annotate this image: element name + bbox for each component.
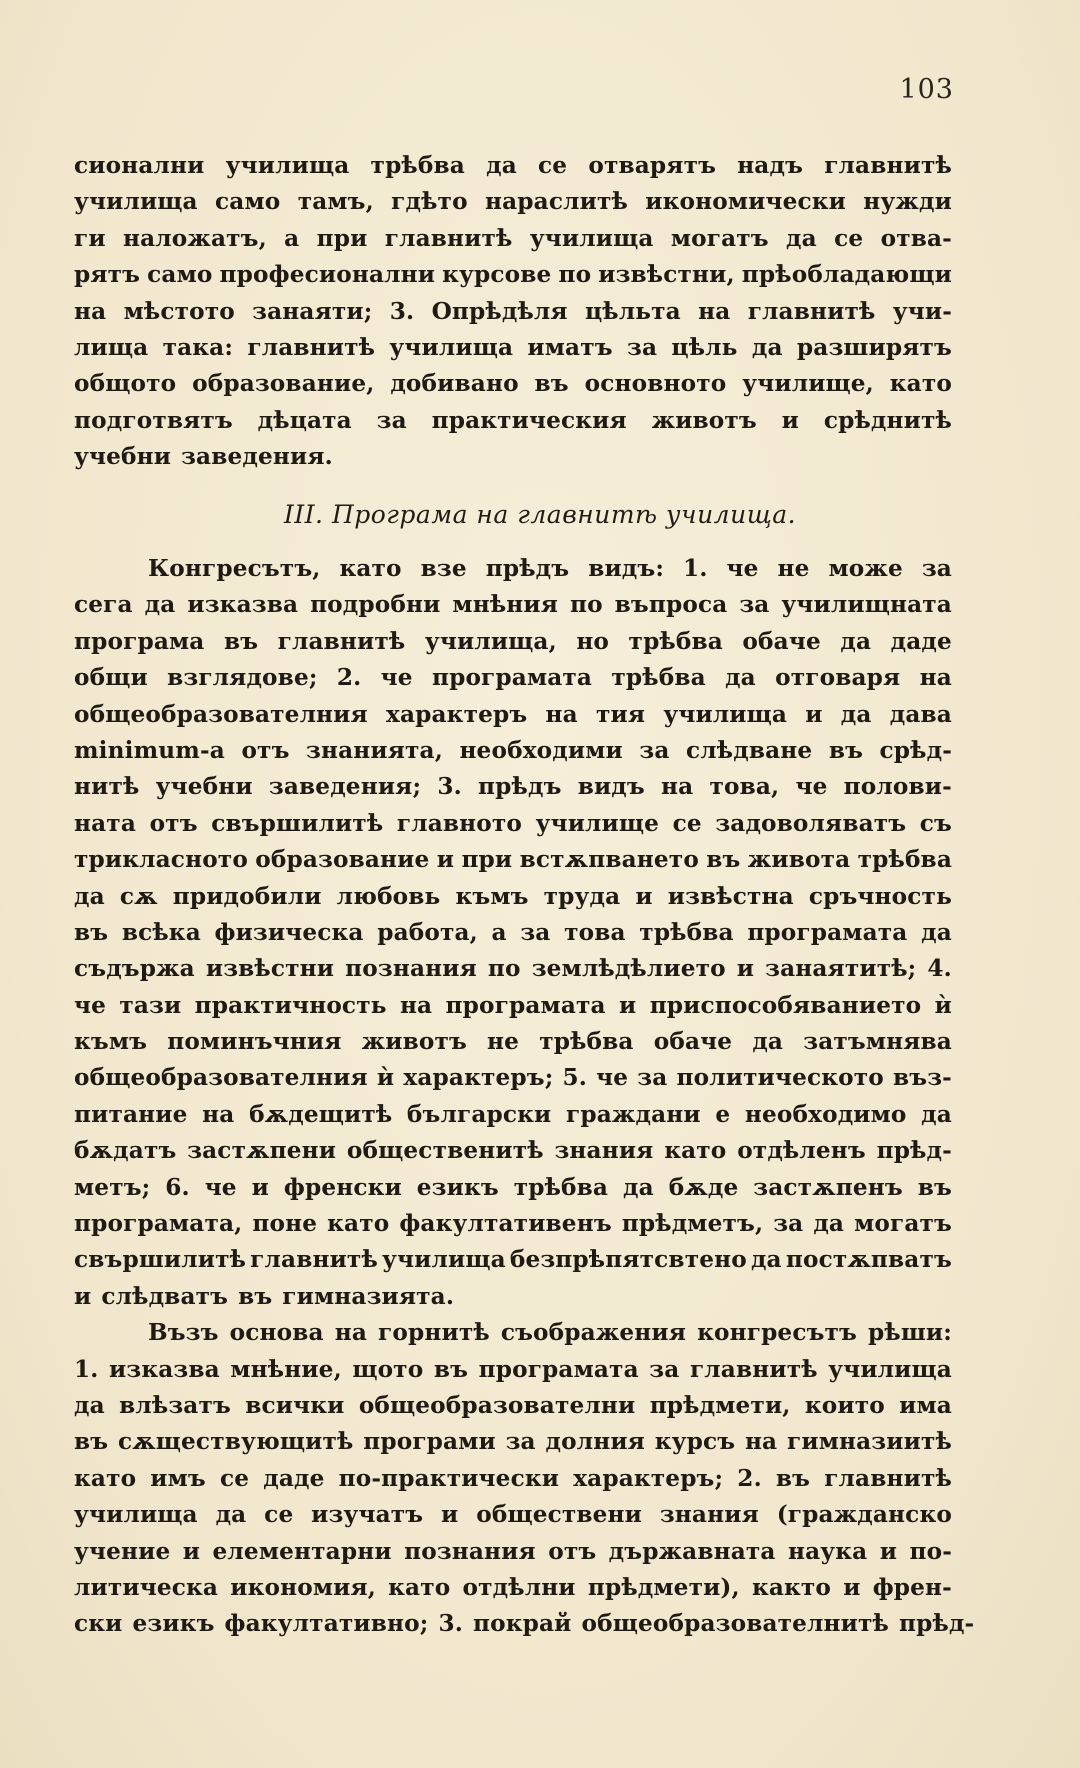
text-line: подготвятъ дѣцата за практическия животъ и срѣднитѣ xyxy=(74,406,952,434)
text-line: питание на бѫдещитѣ български граждани е необходимо да xyxy=(74,1100,952,1128)
text-line: общи взглядове; 2. че програмата трѣбва да отговаря на xyxy=(74,664,952,692)
text-line: учение и елементарни познания отъ държавната наука и по- xyxy=(74,1537,952,1565)
text-line: Възъ основа на горнитѣ съображения конгресътъ рѣши: xyxy=(148,1319,952,1347)
text-line: въ всѣка физическа работа, а за това трѣбва програмата да xyxy=(74,918,952,946)
text-line: че тази практичность на програмата и приспособяванието ѝ xyxy=(74,991,952,1019)
text-line: училища да се изучатъ и обществени знания (гражданско xyxy=(74,1501,952,1529)
text-line: метъ; 6. че и френски езикъ трѣбва да бѫде застѫпенъ въ xyxy=(74,1173,952,1201)
text-line: програма въ главнитѣ училища, но трѣбва обаче да даде xyxy=(74,627,952,655)
text-line: Конгресътъ, като взе прѣдъ видъ: 1. че не може за xyxy=(148,555,952,582)
text-line: minimum-а отъ знанията, необходими за слѣдване въ срѣд- xyxy=(74,736,952,764)
text-line: литическа икономия, като отдѣлни прѣдмети), както и френ- xyxy=(74,1573,952,1601)
page-number: 103 xyxy=(899,74,954,105)
text-line: да сѫ придобили любовь къмъ труда и извѣстна сръчность xyxy=(74,882,952,910)
text-line: въ сѫществующитѣ програми за долния курсъ на гимназиитѣ xyxy=(74,1428,952,1456)
text-line: и слѣдватъ въ гимназията. xyxy=(74,1282,455,1310)
text-line: общото образование, добивано въ основното училище, като xyxy=(74,370,952,398)
text-line: ски езикъ факултативно; 3. покрай общеобразователнитѣ прѣд- xyxy=(74,1610,975,1638)
text-line: нитѣ учебни заведения; 3. прѣдъ видъ на това, че полови- xyxy=(74,773,952,801)
text-line: трикласното образование и при встѫпването въ живота трѣбва xyxy=(74,846,952,874)
text-line: ната отъ свършилитѣ главното училище се задоволяватъ съ xyxy=(74,809,952,837)
text-line: 1. изказва мнѣние, щото въ програмата за главнитѣ училища xyxy=(74,1355,952,1383)
text-line: на мѣстото занаяти; 3. Опрѣдѣля цѣльта на главнитѣ учи- xyxy=(74,297,952,325)
text-line: програмата, поне като факултативенъ прѣдметъ, за да могатъ xyxy=(74,1210,952,1238)
text-line: лища така: главнитѣ училища иматъ за цѣль да разширятъ xyxy=(74,333,952,361)
text-line: като имъ се даде по-практически характеръ; 2. въ главнитѣ xyxy=(74,1464,952,1492)
text-line: общеобразователния характеръ на тия училища и да дава xyxy=(74,700,952,728)
text-line: да влѣзатъ всички общеобразователни прѣдмети, които има xyxy=(74,1391,952,1419)
text-line: съдържа извѣстни познания по землѣдѣлието и занаятитѣ; 4. xyxy=(74,955,952,983)
text-line: сега да изказва подробни мнѣния по въпроса за училищната xyxy=(74,591,952,619)
text-line: общеобразователния ѝ характеръ; 5. че за политическото въз- xyxy=(74,1064,952,1092)
paragraph-2-and-3 xyxy=(74,551,975,1643)
text-line: свършилитѣ главнитѣ училища безпрѣпятсвтено да постѫпватъ xyxy=(74,1246,952,1274)
text-line: училища само тамъ, гдѣто нараслитѣ икономически нужди xyxy=(74,188,952,216)
text-line: рятъ само професионални курсове по извѣстни, прѣобладающи xyxy=(74,261,952,289)
text-line: къмъ поминъчния животъ не трѣбва обаче да затъмнява xyxy=(74,1028,952,1056)
text-line: ги наложатъ, а при главнитѣ училища могатъ да се отва- xyxy=(74,224,952,252)
paragraph-1 xyxy=(74,148,952,476)
section-heading: III. Програма на главнитѣ училища. xyxy=(283,500,797,529)
text-line: сионални училища трѣбва да се отварятъ надъ главнитѣ xyxy=(74,152,952,179)
text-line: бѫдатъ застѫпени общественитѣ знания като отдѣленъ прѣд- xyxy=(74,1137,952,1165)
text-line: учебни заведения. xyxy=(74,443,333,471)
